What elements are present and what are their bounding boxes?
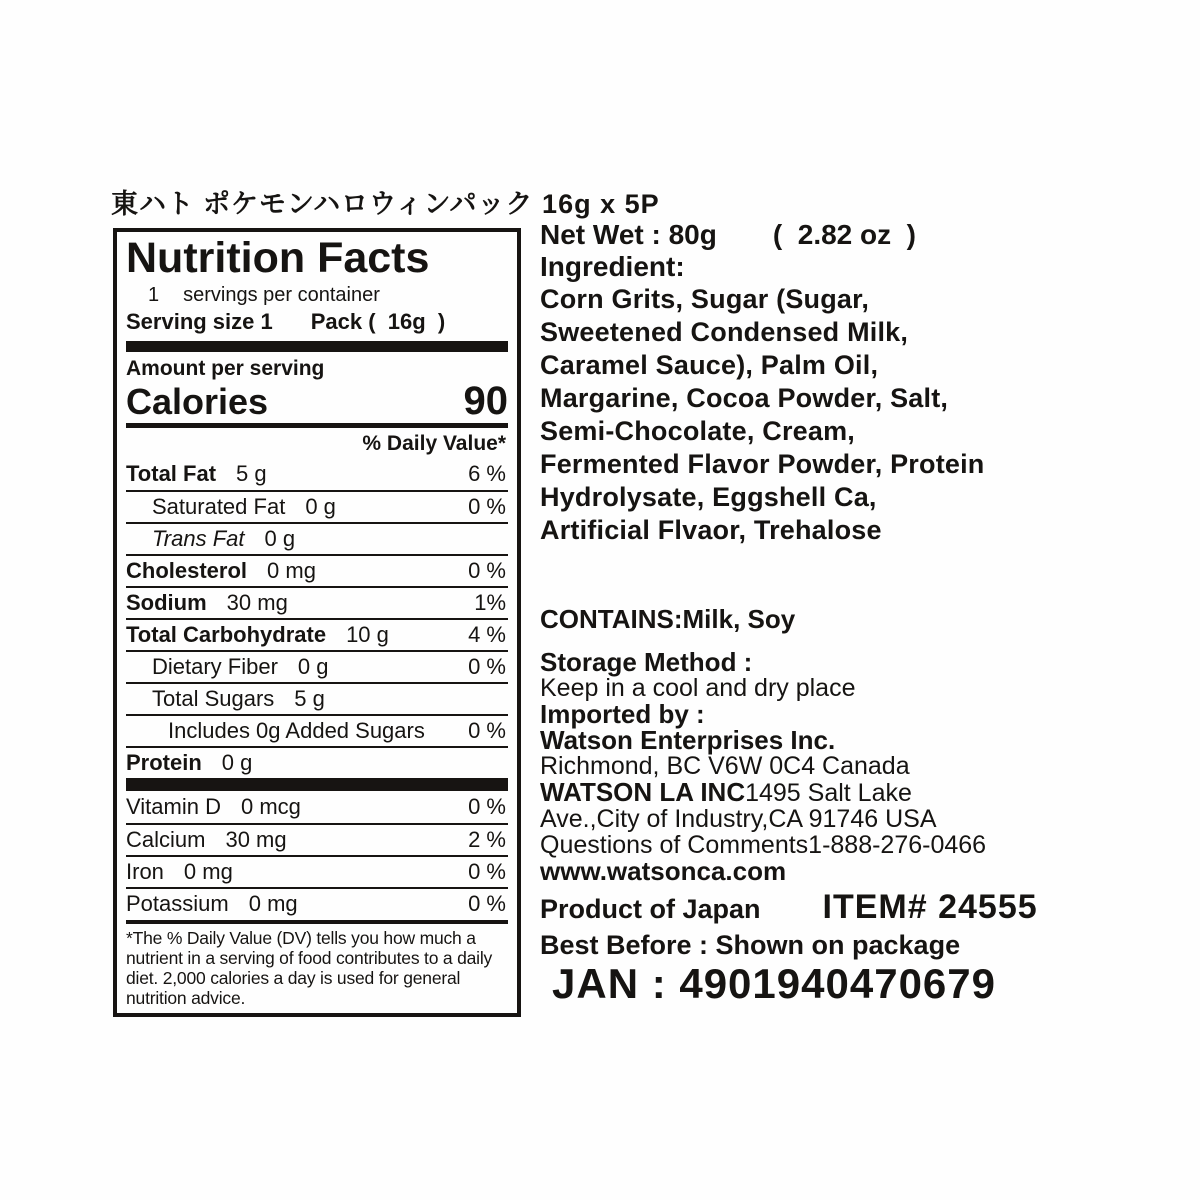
nutrient-amount: 30 mg xyxy=(226,590,288,616)
importer-usa-line xyxy=(540,779,1102,806)
amount-per-serving-label: Amount per serving xyxy=(126,357,325,381)
product-info-column xyxy=(540,219,1102,1007)
nutrient-row-vitamin-d xyxy=(126,791,508,823)
nutrient-dv: 0 % xyxy=(468,891,506,917)
allergen-contains-line: CONTAINS:Milk, Soy xyxy=(540,604,796,634)
website-url: www.watsonca.com xyxy=(540,856,787,886)
ingredient-line: Fermented Flavor Powder, Protein xyxy=(540,449,985,479)
nutrient-dv: 0 % xyxy=(468,494,506,520)
nutrient-row-saturated-fat xyxy=(126,490,508,522)
nutrient-dv: 0 % xyxy=(468,558,506,584)
jan-barcode-number: JAN : 4901940470679 xyxy=(552,960,997,1007)
nutrient-row-total-fat xyxy=(126,458,508,490)
importer-usa-address1: 1495 Salt Lake xyxy=(745,779,912,807)
nutrient-dv: 0 % xyxy=(468,859,506,885)
nutrition-facts-title: Nutrition Facts xyxy=(126,234,430,282)
daily-value-footnote: *The % Daily Value (DV) tells you how much a nutrient in a serving of food contributes to a daily diet. 2,000 calories a day is used for general nutrition advice. xyxy=(126,920,508,1008)
nutrient-label: Trans Fat xyxy=(152,526,245,552)
servings-label: servings per container xyxy=(183,284,380,307)
serving-size-line xyxy=(126,308,508,352)
nutrient-amount: 0 g xyxy=(264,526,296,552)
nutrient-row-protein xyxy=(126,746,508,778)
thick-divider xyxy=(126,778,508,791)
importer-usa-name: WATSON LA INC xyxy=(540,777,746,807)
importer-canada-name: Watson Enterprises Inc. xyxy=(540,725,836,755)
ingredient-line: Sweetened Condensed Milk, xyxy=(540,317,909,347)
nutrient-amount: 5 g xyxy=(236,461,267,487)
ingredient-heading: Ingredient: xyxy=(540,251,685,282)
nutrient-row-total-sugars xyxy=(126,682,508,714)
nutrient-amount: 30 mg xyxy=(225,827,287,853)
best-before-line: Best Before : Shown on package xyxy=(540,930,961,960)
ingredient-line: Hydrolysate, Eggshell Ca, xyxy=(540,482,877,512)
origin-item-row xyxy=(540,888,1102,927)
net-weight-oz: ( 2.82 oz ) xyxy=(772,219,917,250)
nutrient-row-calcium xyxy=(126,823,508,855)
nutrient-dv: 1% xyxy=(474,590,506,616)
ingredient-line: Artificial Flvaor, Trehalose xyxy=(540,515,882,545)
nutrient-dv: 2 % xyxy=(468,827,506,853)
imported-by-heading: Imported by : xyxy=(540,699,705,729)
nutrient-dv: 0 % xyxy=(468,718,506,744)
nutrient-row-added-sugars xyxy=(126,714,508,746)
calories-row xyxy=(126,381,508,428)
importer-usa-address2: Ave.,City of Industry,CA 91746 USA xyxy=(540,805,937,833)
nutrient-amount: 0 mg xyxy=(183,859,233,885)
servings-count: 1 xyxy=(148,284,160,307)
nutrient-amount: 0 mg xyxy=(267,558,316,584)
nutrient-amount: 10 g xyxy=(346,622,389,648)
daily-value-header: % Daily Value* xyxy=(362,432,506,456)
ingredient-line: Semi-Chocolate, Cream, xyxy=(540,416,855,446)
nutrient-label: Vitamin D xyxy=(126,794,221,820)
nutrient-row-iron xyxy=(126,855,508,887)
storage-method-heading: Storage Method : xyxy=(540,647,753,677)
nutrient-label: Includes 0g Added Sugars xyxy=(168,718,425,744)
nutrient-label: Sodium xyxy=(126,590,207,616)
nutrient-dv: 0 % xyxy=(468,794,506,820)
questions-phone-line: Questions of Comments1-888-276-0466 xyxy=(540,831,987,859)
nutrient-label: Iron xyxy=(126,859,164,885)
nutrient-amount: 0 g xyxy=(305,494,336,520)
nutrient-dv: 4 % xyxy=(468,622,506,648)
nutrition-facts-panel xyxy=(113,228,521,1017)
item-number: ITEM# 24555 xyxy=(822,888,1038,926)
storage-method-text: Keep in a cool and dry place xyxy=(540,674,856,702)
ingredient-line: Corn Grits, Sugar (Sugar, xyxy=(540,284,870,314)
nutrient-amount: 0 mcg xyxy=(240,794,301,820)
nutrient-row-total-carbohydrate xyxy=(126,618,508,650)
nutrient-row-sodium xyxy=(126,586,508,618)
nutrient-row-potassium xyxy=(126,887,508,919)
ingredient-line: Caramel Sauce), Palm Oil, xyxy=(540,350,879,380)
nutrient-amount: 0 g xyxy=(297,654,329,680)
nutrient-amount: 0 mg xyxy=(248,891,298,917)
nutrient-row-dietary-fiber xyxy=(126,650,508,682)
servings-per-container-line xyxy=(126,282,508,308)
nutrient-dv: 6 % xyxy=(468,461,506,487)
calories-value: 90 xyxy=(463,379,508,424)
serving-size-label: Serving size 1 xyxy=(126,309,273,335)
nutrient-label: Total Fat xyxy=(126,461,217,487)
product-title-japanese: 東ハト ポケモンハロウィンパック 16g x 5P xyxy=(111,189,660,219)
nutrient-row-trans-fat xyxy=(126,522,508,554)
nutrient-label: Saturated Fat xyxy=(152,494,286,520)
ingredient-line: Margarine, Cocoa Powder, Salt, xyxy=(540,383,949,413)
importer-canada-address: Richmond, BC V6W 0C4 Canada xyxy=(540,752,910,780)
nutrient-label: Total Sugars xyxy=(152,686,275,712)
serving-size-value: Pack ( 16g ) xyxy=(310,309,446,335)
nutrient-dv: 0 % xyxy=(468,654,506,680)
nutrient-label: Cholesterol xyxy=(126,558,248,584)
nutrient-amount: 5 g xyxy=(294,686,325,712)
nutrient-label: Dietary Fiber xyxy=(152,654,278,680)
product-origin: Product of Japan xyxy=(540,894,761,924)
nutrient-label: Protein xyxy=(126,750,202,776)
nutrient-amount: 0 g xyxy=(221,750,253,776)
net-weight-line xyxy=(540,219,1102,251)
nutrient-row-cholesterol xyxy=(126,554,508,586)
nutrient-label: Total Carbohydrate xyxy=(126,622,327,648)
calories-label: Calories xyxy=(126,380,269,422)
net-weight-value: Net Wet : 80g xyxy=(540,219,717,250)
nutrient-label: Calcium xyxy=(126,827,206,853)
nutrient-label: Potassium xyxy=(126,891,229,917)
